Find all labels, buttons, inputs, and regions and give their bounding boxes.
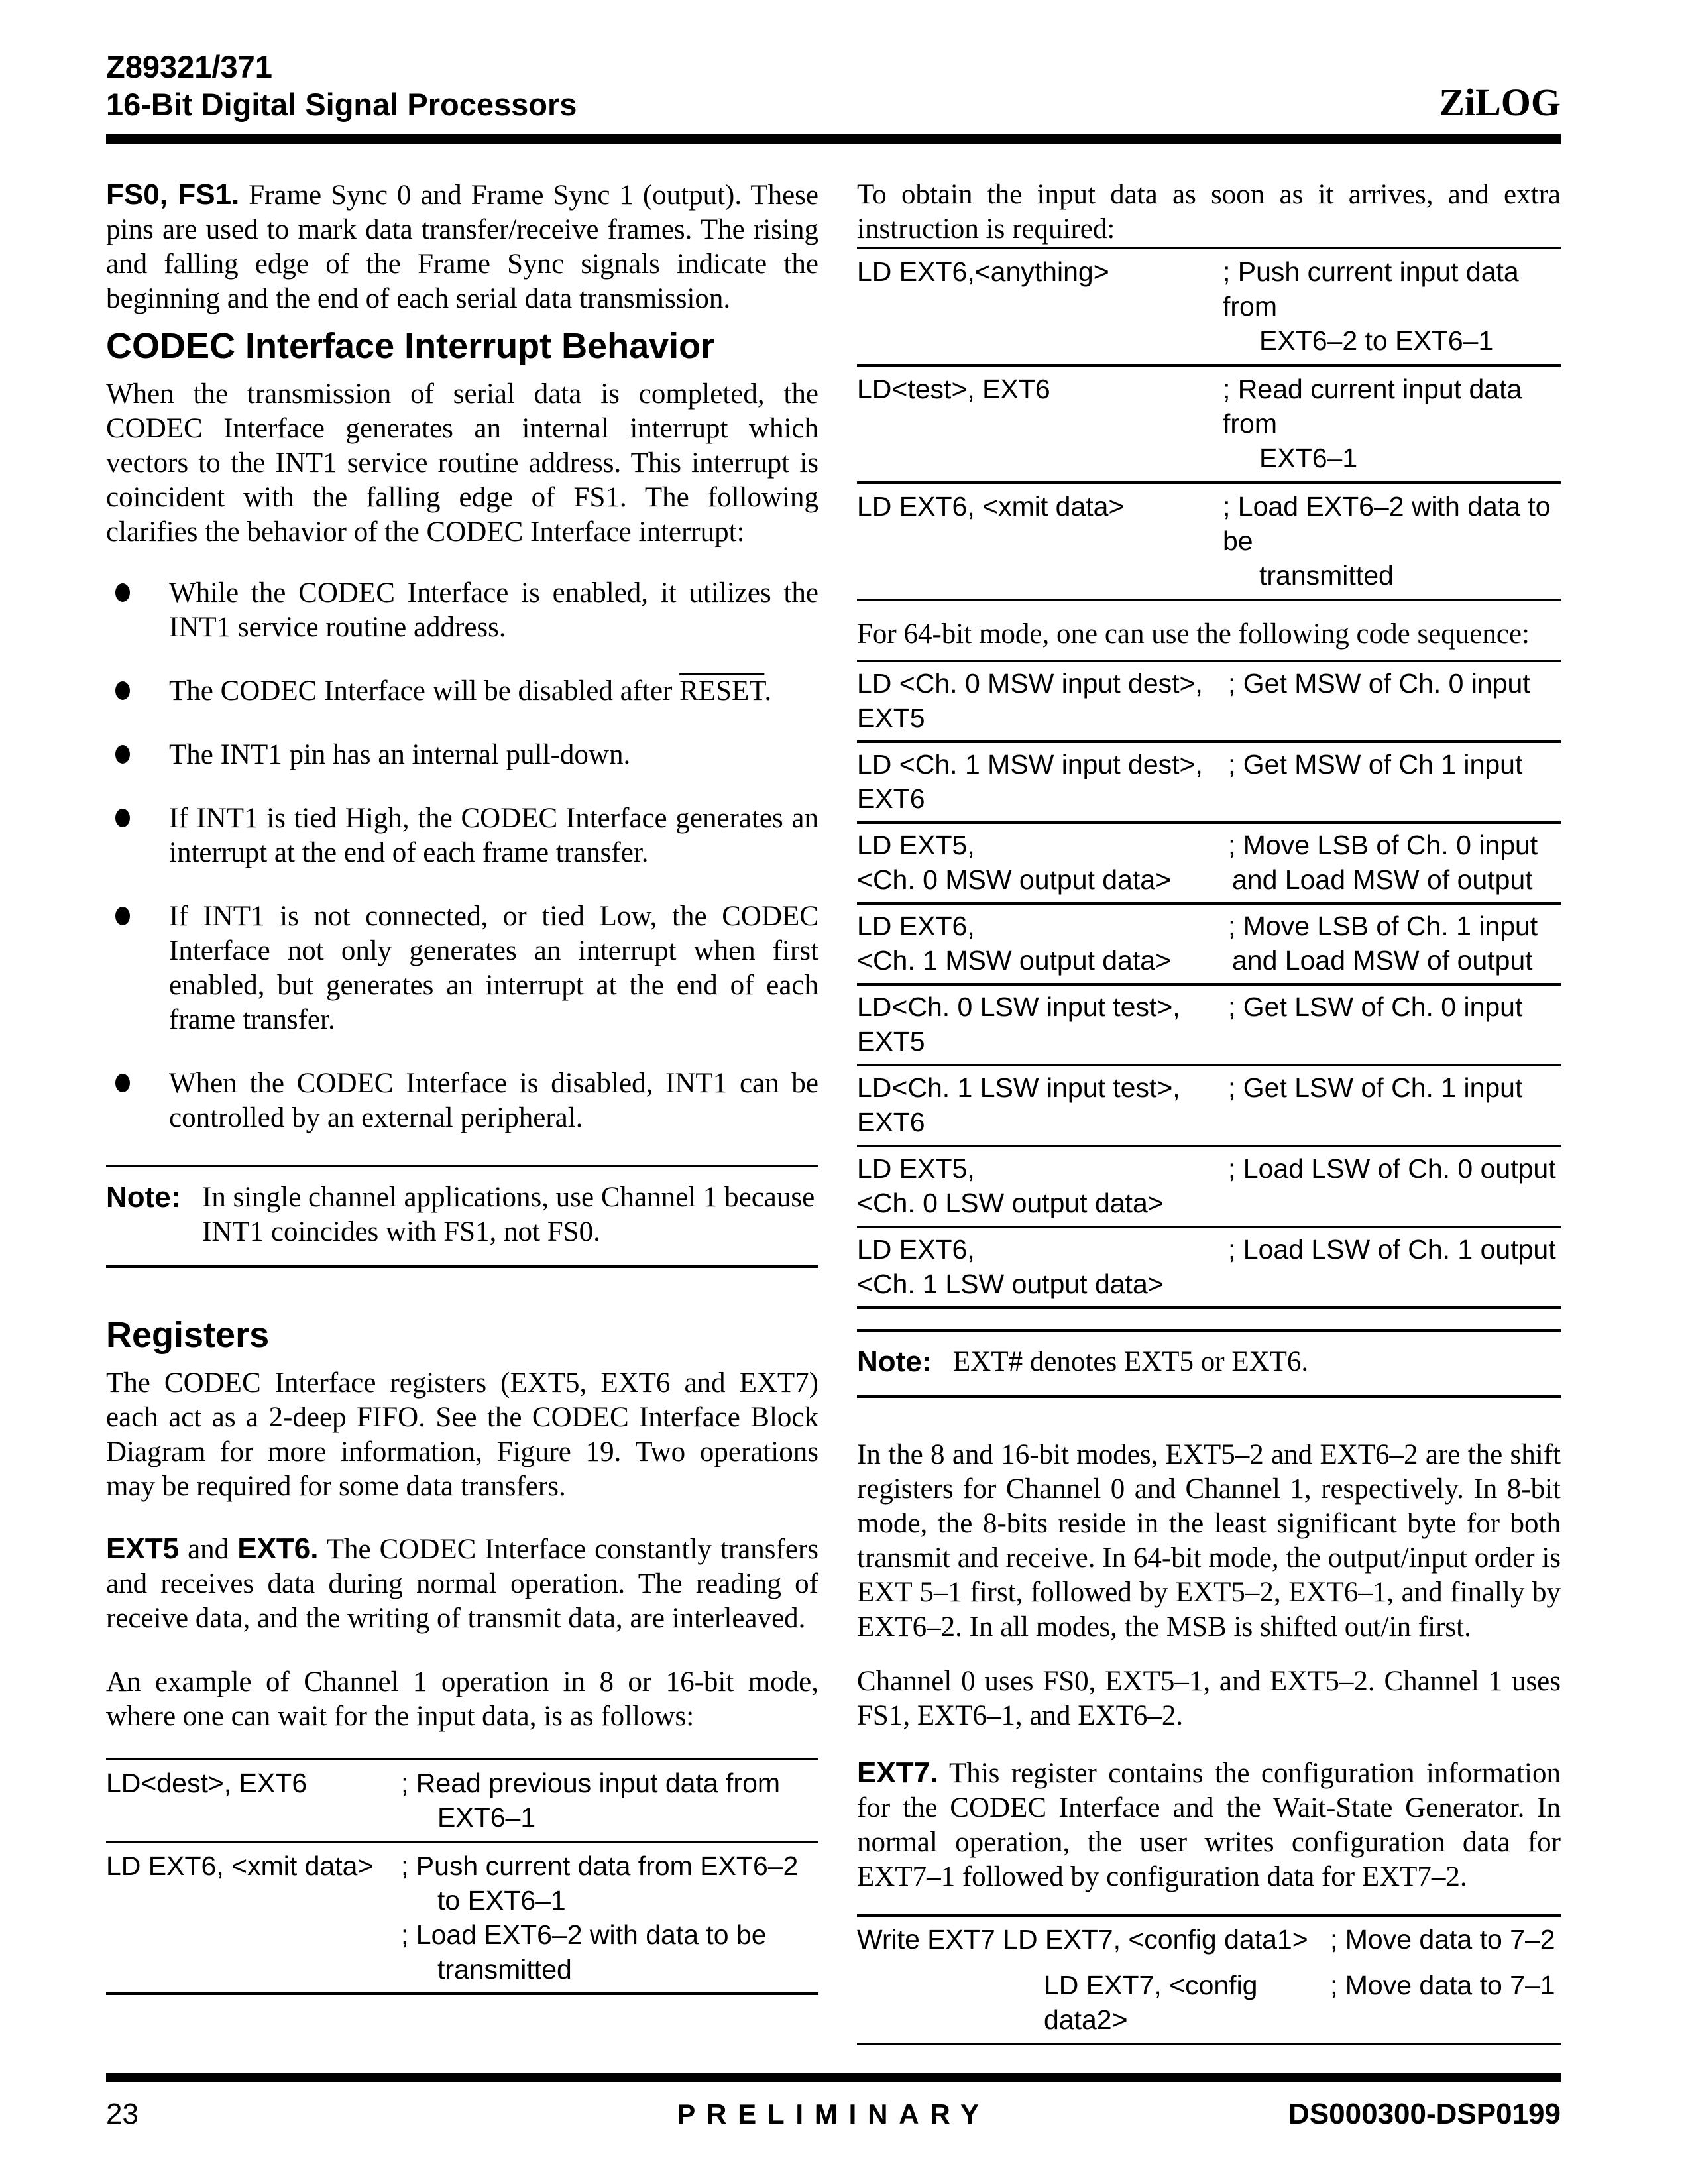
registers-paragraph: The CODEC Interface registers (EXT5, EXT6 and EXT7) each act as a 2-deep FIFO. See the CODEC Interface Block Diagram for more information, Figure 19. Two operations may be required for some data transfers. bbox=[106, 1367, 818, 1502]
note-label: Note: bbox=[106, 1181, 181, 1214]
doc-number: DS000300-DSP0199 bbox=[1288, 2098, 1561, 2130]
table-row bbox=[857, 743, 1561, 821]
page-footer bbox=[106, 2073, 1561, 2131]
ext7-paragraph bbox=[857, 1756, 1561, 1894]
code-cell: LD EXT6, <xmit data> bbox=[857, 491, 1125, 522]
fs-paragraph bbox=[106, 178, 818, 316]
note-text: In single channel applications, use Channel 1 because INT1 coincides with FS1, not FS0. bbox=[202, 1182, 815, 1247]
part-number: Z89321/371 bbox=[106, 49, 272, 84]
comment-cell: ; Load LSW of Ch. 0 output bbox=[1228, 1153, 1556, 1184]
left-column bbox=[106, 178, 818, 2045]
comment-cell: ; Push current data from EXT6–2 to EXT6–1 ; Load EXT6–2 with data to be transmitted bbox=[401, 1851, 799, 1984]
table-row bbox=[857, 367, 1561, 481]
example-paragraph: An example of Channel 1 operation in 8 or 16-bit mode, where one can wait for the input data, is as follows: bbox=[106, 1666, 818, 1732]
table-row bbox=[857, 1228, 1561, 1306]
doc-title: 16-Bit Digital Signal Processors bbox=[106, 87, 577, 122]
note-block-channel bbox=[106, 1165, 818, 1268]
intro-paragraph: To obtain the input data as soon as it arrives, and extra instruction is required: bbox=[857, 179, 1561, 245]
ext7-body: This register contains the configuration information for the CODEC Interface and the Wait-State Generator. In normal operation, the user writes configuration data for EXT7–1 followed by configuration data for EXT7–2. bbox=[857, 1758, 1561, 1892]
comment-cell: ; Get MSW of Ch 1 input bbox=[1228, 749, 1523, 779]
status-text: PRELIMINARY bbox=[677, 2098, 990, 2130]
write-ext7-code-table bbox=[857, 1914, 1561, 2045]
section-heading-codec-interrupt: CODEC Interface Interrupt Behavior bbox=[106, 326, 715, 366]
page-number: 23 bbox=[106, 2098, 139, 2130]
code-cell: LD EXT7, <config data2> bbox=[1044, 1970, 1258, 2035]
brand-logo: ZiLOG bbox=[1439, 81, 1561, 125]
mode64-code-table bbox=[857, 660, 1561, 1309]
code-cell: LD EXT6, <xmit data> bbox=[106, 1851, 374, 1881]
code-cell: LD<Ch. 1 LSW input test>, EXT6 bbox=[857, 1072, 1180, 1137]
code-cell: LD EXT6,<anything> bbox=[857, 257, 1109, 287]
bullet-reset-post: . bbox=[764, 675, 772, 707]
table-row bbox=[857, 1147, 1561, 1226]
ext5-lead: EXT5 bbox=[106, 1532, 180, 1565]
mode64-paragraph: For 64-bit mode, one can use the following code sequence: bbox=[857, 618, 1530, 650]
section-heading-registers: Registers bbox=[106, 1315, 270, 1355]
right-column bbox=[857, 178, 1561, 2045]
footer-rule bbox=[106, 2073, 1561, 2082]
channel1-example-code-table bbox=[106, 1758, 818, 1995]
bullet-reset-pre: The CODEC Interface will be disabled after bbox=[169, 675, 680, 707]
table-row bbox=[857, 1963, 1561, 2043]
comment-cell: ; Move LSB of Ch. 0 input and Load MSW of output bbox=[1228, 830, 1538, 895]
bullet-item: If INT1 is tied High, the CODEC Interface generates an interrupt at the end of each frame transfer. bbox=[106, 801, 818, 870]
table-row bbox=[857, 1917, 1561, 1963]
note-rule-bottom bbox=[106, 1265, 818, 1268]
reset-overline: RESET bbox=[679, 675, 765, 707]
ext56-mid: and bbox=[179, 1534, 238, 1565]
bullet-item: If INT1 is not connected, or tied Low, the CODEC Interface not only generates an interrupt when first enabled, but generates an interrupt at the end of each frame transfer. bbox=[106, 899, 818, 1037]
ext56-paragraph bbox=[106, 1532, 818, 1636]
page-header bbox=[0, 0, 1690, 123]
table-row bbox=[106, 1760, 818, 1841]
comment-cell: ; Get LSW of Ch. 0 input bbox=[1228, 992, 1523, 1022]
table-row bbox=[106, 1843, 818, 1992]
table-row bbox=[857, 824, 1561, 902]
comment-cell: ; Load LSW of Ch. 1 output bbox=[1228, 1234, 1556, 1265]
comment-cell: ; Read current input data from EXT6–1 bbox=[1223, 374, 1522, 473]
ext7-lead: EXT7. bbox=[857, 1756, 938, 1789]
header-left bbox=[106, 48, 577, 123]
table-row bbox=[857, 986, 1561, 1064]
table-row bbox=[857, 662, 1561, 740]
code-cell: LD EXT5, <Ch. 0 MSW output data> bbox=[857, 830, 1172, 895]
note-text: EXT# denotes EXT5 or EXT6. bbox=[953, 1346, 1309, 1377]
table-rule bbox=[857, 1306, 1561, 1309]
ext56-body: The CODEC Interface constantly transfers and receives data during normal operation. The reading of receive data, and the writing of transmit data, are interleaved. bbox=[106, 1534, 818, 1634]
table-rule bbox=[857, 599, 1561, 601]
code-cell: LD<test>, EXT6 bbox=[857, 374, 1050, 404]
codec-intro-paragraph: When the transmission of serial data is completed, the CODEC Interface generates an internal interrupt which vectors to the INT1 service routine address. This interrupt is coincident with the falling edge of FS1. The following clarifies the behavior of the CODEC Interface interrupt: bbox=[106, 378, 818, 547]
comment-cell: ; Load EXT6–2 with data to be transmitted bbox=[1223, 491, 1551, 591]
code-cell: LD EXT6, <Ch. 1 MSW output data> bbox=[857, 911, 1172, 976]
fs-lead: FS0, FS1. bbox=[106, 178, 240, 211]
code-cell: LD<Ch. 0 LSW input test>, EXT5 bbox=[857, 992, 1180, 1057]
code-cell: LD <Ch. 1 MSW input dest>, EXT6 bbox=[857, 749, 1203, 814]
comment-cell: ; Move data to 7–1 bbox=[1330, 1970, 1555, 2000]
input-data-code-table bbox=[857, 247, 1561, 601]
channels-paragraph: Channel 0 uses FS0, EXT5–1, and EXT5–2. Channel 1 uses FS1, EXT6–1, and EXT6–2. bbox=[857, 1666, 1561, 1731]
page-body bbox=[0, 144, 1690, 2045]
table-row bbox=[857, 1066, 1561, 1145]
note-rule-bottom bbox=[857, 1395, 1561, 1398]
fs-body: Frame Sync 0 and Frame Sync 1 (output). These pins are used to mark data transfer/receive frames. The rising and falling edge of the Frame Sync signals indicate the beginning and the end of each serial data transmission. bbox=[106, 180, 818, 314]
comment-cell: ; Read previous input data from EXT6–1 bbox=[401, 1768, 781, 1833]
modes-paragraph: In the 8 and 16-bit modes, EXT5–2 and EXT6–2 are the shift registers for Channel 0 and Channel 1, respectively. In 8-bit mode, the 8-bits reside in the least significant byte for both transmit and receive. In 64-bit mode, the output/input order is EXT 5–1 first, followed by EXT5–2, EXT6–1, and finally by EXT6–2. In all modes, the MSB is shifted out/in first. bbox=[857, 1439, 1561, 1642]
comment-cell: ; Push current input data from EXT6–2 to EXT6–1 bbox=[1223, 257, 1519, 356]
table-rule bbox=[857, 2043, 1561, 2045]
table-row bbox=[857, 484, 1561, 599]
ext6-lead: EXT6. bbox=[237, 1532, 319, 1565]
code-cell: LD <Ch. 0 MSW input dest>, EXT5 bbox=[857, 668, 1203, 733]
comment-cell: ; Move LSB of Ch. 1 input and Load MSW of output bbox=[1228, 911, 1538, 976]
note-label: Note: bbox=[857, 1346, 932, 1378]
table-rule bbox=[106, 1992, 818, 1995]
code-cell: Write EXT7 LD EXT7, <config data1> bbox=[857, 1924, 1308, 1955]
code-cell: LD EXT6, <Ch. 1 LSW output data> bbox=[857, 1234, 1164, 1299]
table-row bbox=[857, 249, 1561, 364]
code-cell: LD EXT5, <Ch. 0 LSW output data> bbox=[857, 1153, 1164, 1218]
comment-cell: ; Get MSW of Ch. 0 input bbox=[1228, 668, 1530, 699]
header-rule bbox=[106, 134, 1561, 144]
bullet-item: While the CODEC Interface is enabled, it utilizes the INT1 service routine address. bbox=[106, 576, 818, 645]
bullet-item: When the CODEC Interface is disabled, INT1 can be controlled by an external peripheral. bbox=[106, 1066, 818, 1135]
bullet-item bbox=[106, 674, 818, 709]
note-block-ext bbox=[857, 1329, 1561, 1398]
bullet-list bbox=[106, 576, 818, 1135]
code-cell: LD<dest>, EXT6 bbox=[106, 1768, 308, 1798]
bullet-item: The INT1 pin has an internal pull-down. bbox=[106, 738, 818, 772]
comment-cell: ; Move data to 7–2 bbox=[1330, 1924, 1555, 1955]
table-row bbox=[857, 905, 1561, 983]
comment-cell: ; Get LSW of Ch. 1 input bbox=[1228, 1072, 1523, 1103]
